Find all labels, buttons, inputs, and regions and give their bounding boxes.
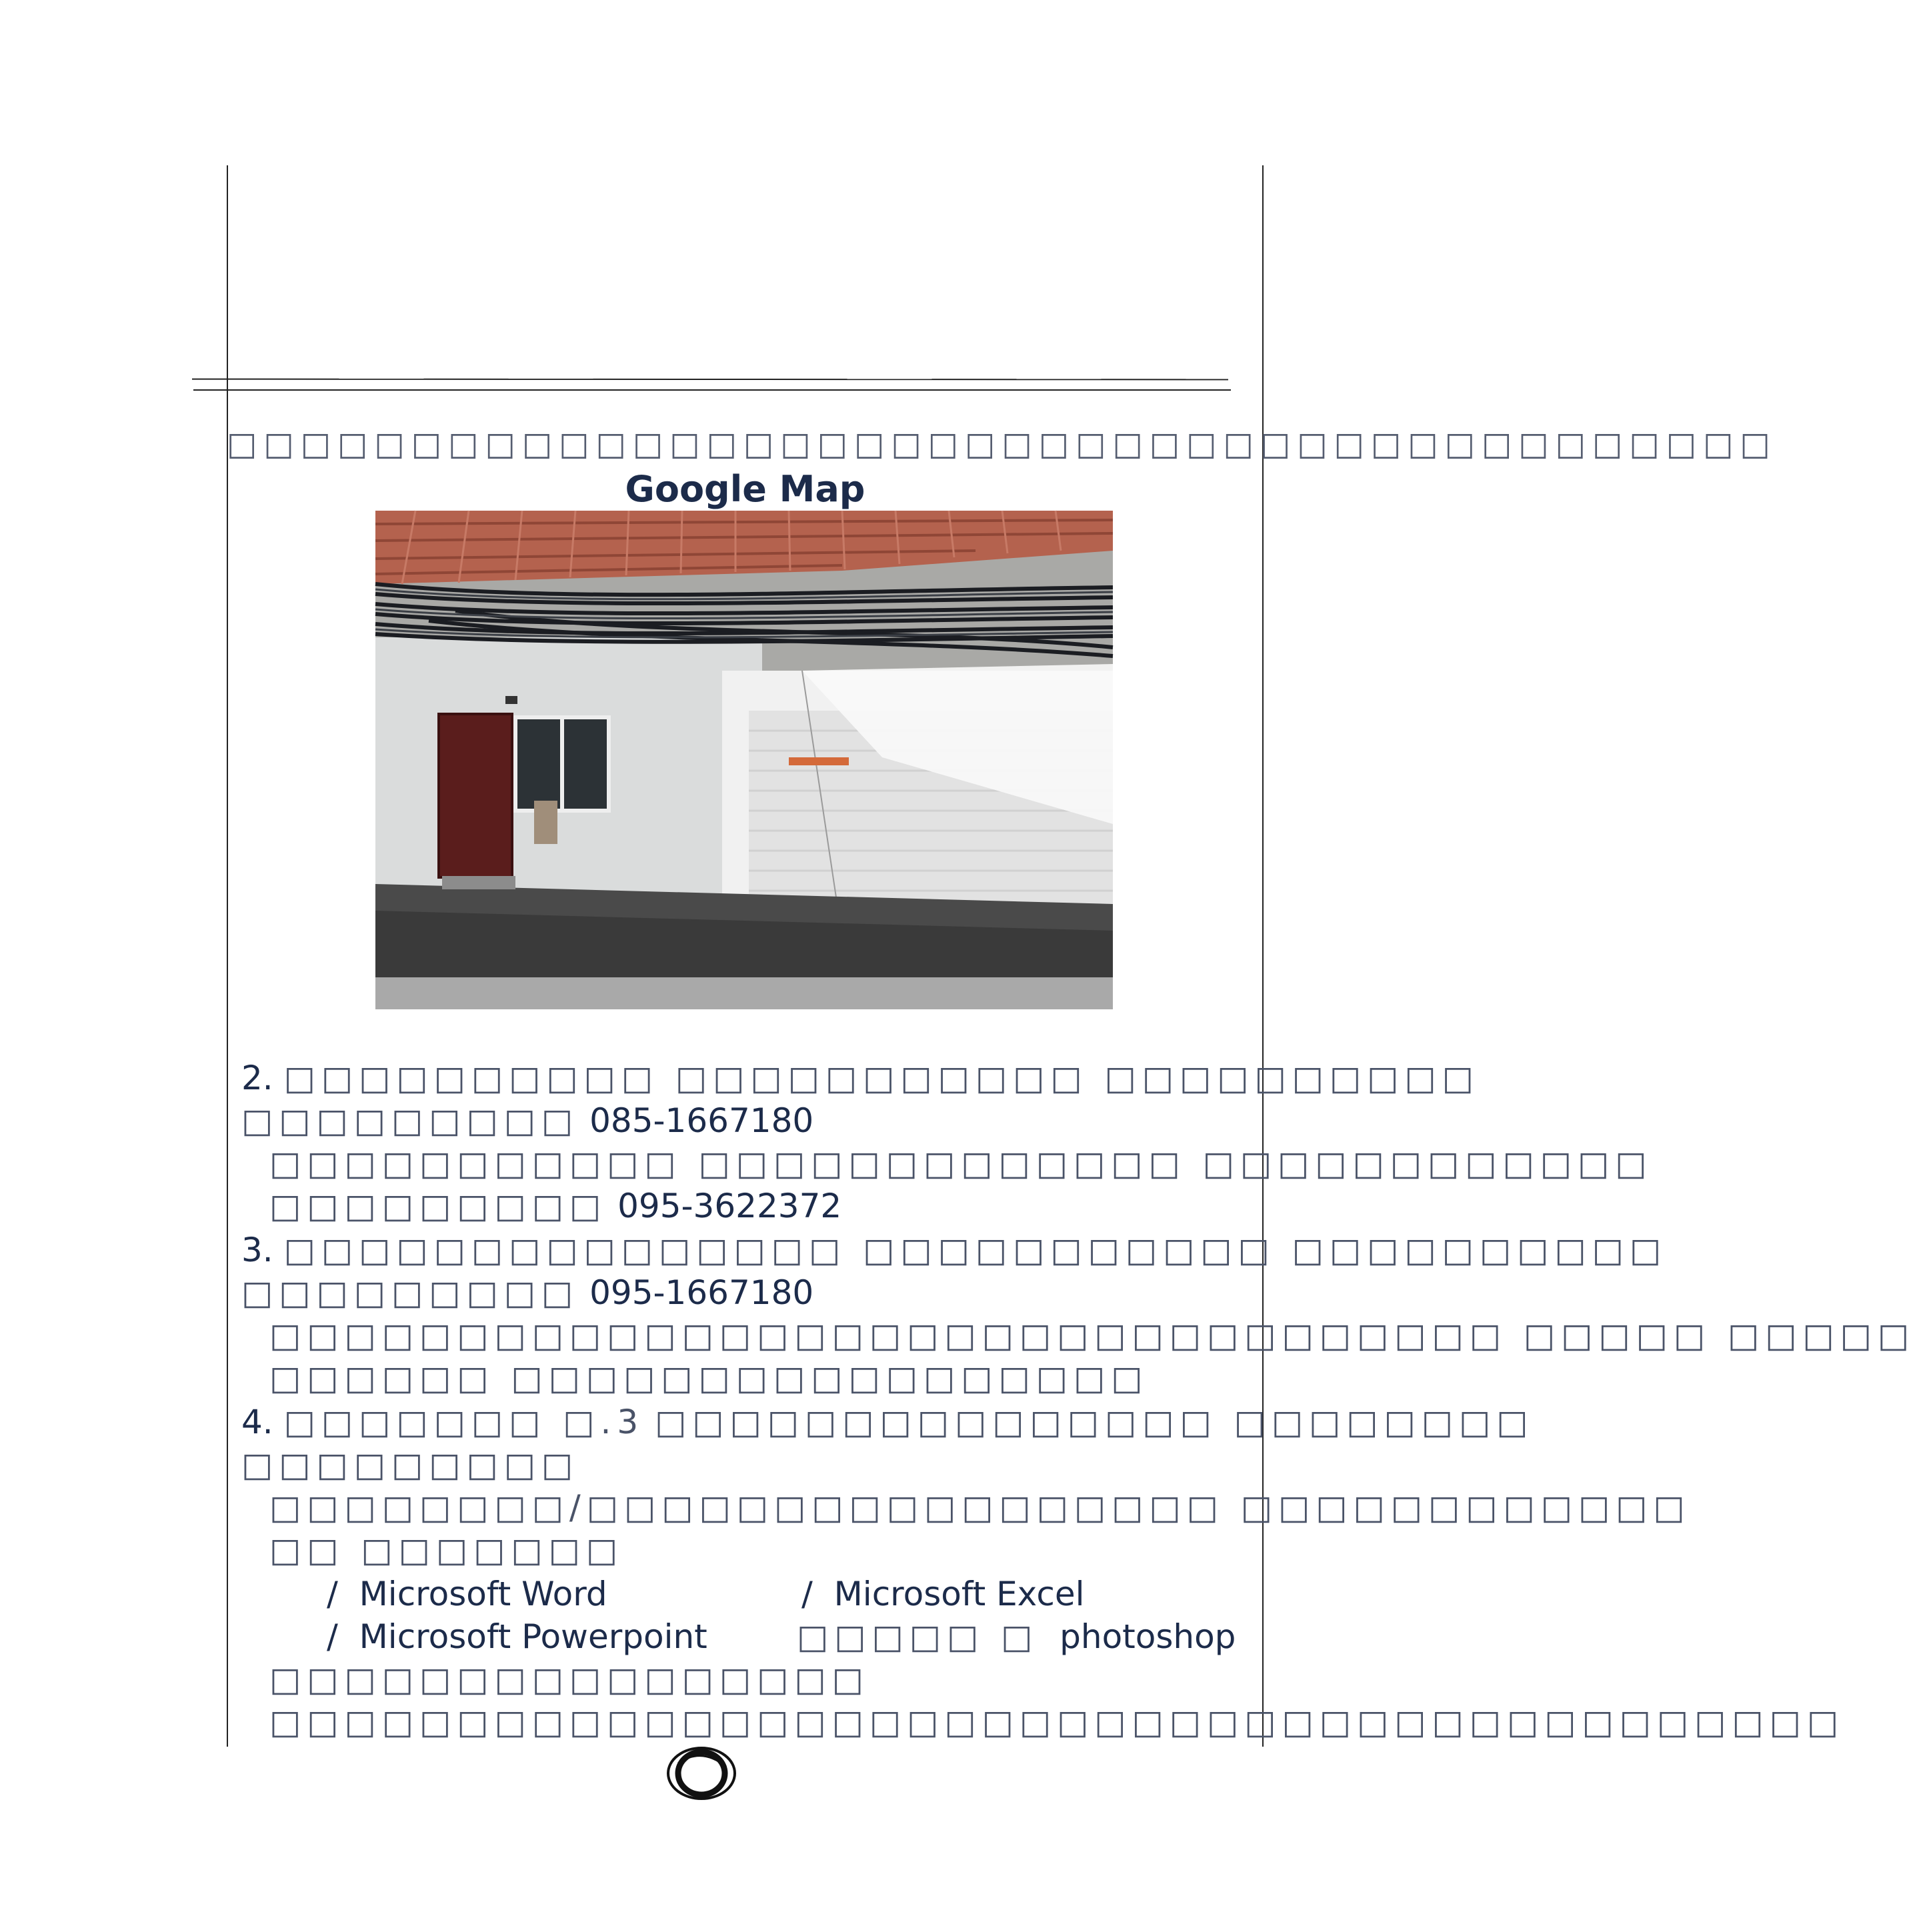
section-heading-map: Google Map xyxy=(625,468,865,510)
item-3-sub-line xyxy=(269,1316,1915,1355)
software-photoshop-name: photoshop xyxy=(1060,1617,1236,1656)
software-excel-check: / xyxy=(801,1575,813,1613)
item-2-text: □□□□□□□□□□ □□□□□□□□□□□ □□□□□□□□□□ xyxy=(283,1059,1480,1097)
item-2-sub-text: □□□□□□□□□□□ □□□□□□□□□□□□□ □□□□□□□□□□□□ xyxy=(269,1144,1653,1183)
software-powerpoint-name: Microsoft Powerpoint xyxy=(359,1617,707,1656)
item-2-sub-phone-line xyxy=(269,1187,841,1225)
item-2-number: 2. xyxy=(241,1059,273,1097)
software-excel-name: Microsoft Excel xyxy=(833,1575,1085,1613)
software-photoshop xyxy=(797,1617,1236,1656)
item-3-sub-text: □□□□□□□□□□□□□□□□□□□□□□□□□□□□□□□□□ □□□□□ □□□□□ xyxy=(269,1316,1915,1355)
item-3-phone-label: □□□□□□□□□ xyxy=(241,1273,579,1312)
software-powerpoint xyxy=(327,1617,707,1656)
software-word-name: Microsoft Word xyxy=(359,1575,607,1613)
item-4-sub-text-4: □□□□□□□□□□□□□□□□□□□□□□□□□□□□□□□□□□□□□□□□□□ xyxy=(269,1703,1845,1741)
software-photoshop-prefix: □□□□□ □ xyxy=(797,1617,1039,1656)
section-heading-thai: □□□□□□□□□□□□□□□□□□□□□□□□□□□□□□□□□□□□□□□□□□ xyxy=(227,425,1777,463)
item-4-text-b: □□□□□□□□□□□□□□□ □□□□□□□□ xyxy=(655,1403,1534,1441)
item-4-text-2: □□□□□□□□□ xyxy=(241,1445,579,1484)
item-3-text: □□□□□□□□□□□□□□□ □□□□□□□□□□□ □□□□□□□□□□ xyxy=(283,1231,1668,1269)
item-2-sub-phone-number: 095-3622372 xyxy=(617,1187,842,1225)
header-rule-bottom xyxy=(193,389,1231,391)
item-2-phone-label: □□□□□□□□□ xyxy=(241,1101,579,1140)
item-4-text-a: □□□□□□□ □.3 xyxy=(283,1403,645,1441)
street-view-building-photo xyxy=(375,511,1113,1009)
left-border-line xyxy=(227,165,228,1747)
item-3-sub-line-2 xyxy=(269,1359,1148,1397)
item-4-sub-text-2: □□ □□□□□□□ xyxy=(269,1531,624,1569)
item-2-phone-line xyxy=(241,1101,813,1140)
item-4-sub-text-3: □□□□□□□□□□□□□□□□ xyxy=(269,1660,869,1699)
software-word-check: / xyxy=(327,1575,338,1613)
software-powerpoint-check: / xyxy=(327,1617,338,1656)
item-4-line-2 xyxy=(241,1445,579,1484)
item-4-sub-line xyxy=(269,1488,1691,1527)
item-3-line xyxy=(241,1231,1667,1269)
item-4-sub-line-4 xyxy=(269,1703,1844,1741)
item-4-sub-line-3 xyxy=(269,1660,869,1699)
item-3-phone-line xyxy=(241,1273,813,1312)
software-excel xyxy=(801,1575,1085,1613)
item-2-sub-phone-label: □□□□□□□□□ xyxy=(269,1187,607,1225)
item-3-number: 3. xyxy=(241,1231,273,1269)
item-2-sub-line xyxy=(269,1144,1652,1183)
item-4-sub-line-2 xyxy=(269,1531,623,1569)
item-4-sub-text: □□□□□□□□/□□□□□□□□□□□□□□□□□ □□□□□□□□□□□□ xyxy=(269,1488,1691,1527)
software-word xyxy=(327,1575,607,1613)
item-4-line xyxy=(241,1403,1534,1441)
item-2-phone-number: 085-1667180 xyxy=(589,1101,814,1140)
item-4-number: 4. xyxy=(241,1403,273,1441)
item-2-line xyxy=(241,1059,1480,1097)
header-rule-top xyxy=(192,379,1228,381)
item-3-phone-number: 095-1667180 xyxy=(589,1273,814,1312)
page-number-circle-icon xyxy=(665,1743,738,1803)
item-3-sub-text-2: □□□□□□ □□□□□□□□□□□□□□□□□ xyxy=(269,1359,1149,1397)
